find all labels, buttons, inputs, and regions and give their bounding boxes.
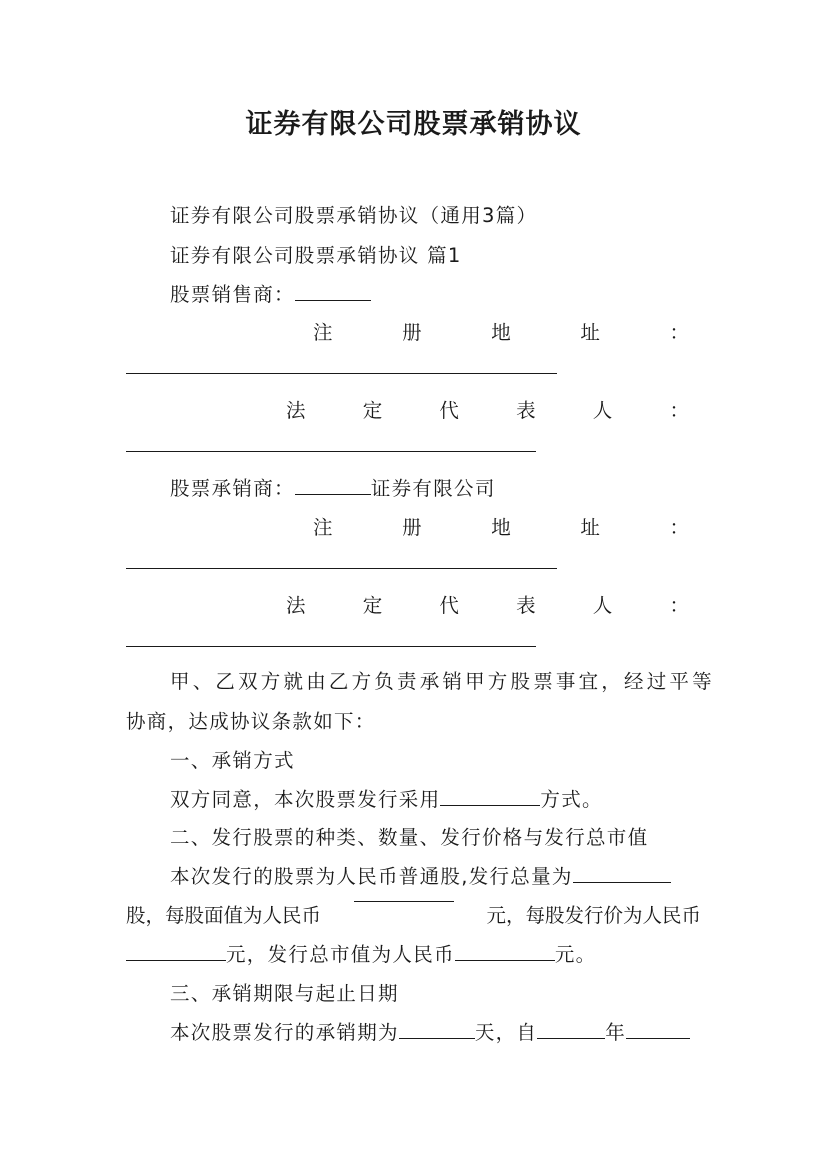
seller-address-blank — [126, 373, 557, 374]
underwriter-blank — [295, 493, 371, 495]
section-3-line-1 — [170, 1017, 690, 1045]
underwriter-suffix: 证券有限公司 — [370, 477, 496, 500]
underwriter-label: 股票承销商： — [170, 477, 295, 500]
legal-rep-char: 人 — [592, 399, 613, 422]
total-value-blank — [455, 959, 555, 961]
section-2-line-3-a: 元，发行总市值为人民币 — [226, 943, 455, 966]
section-3-heading: 三、承销期限与起止日期 — [170, 982, 399, 1005]
section-1-text-a: 双方同意，本次股票发行采用 — [170, 788, 441, 811]
underwriter-legal-rep-blank — [126, 646, 536, 647]
section-2-line-1 — [170, 861, 671, 889]
section-1-heading: 一、承销方式 — [170, 749, 295, 772]
underwriter-address-label — [313, 512, 689, 540]
underwriter-legal-rep-label — [286, 590, 689, 618]
section-2-line-2 — [126, 900, 701, 928]
address-char: 址 — [580, 321, 600, 344]
issue-price-blank — [126, 959, 226, 961]
section-1-text — [170, 784, 603, 812]
part-heading: 证券有限公司股票承销协议 篇1 — [170, 244, 462, 267]
address-char: 注 — [313, 516, 333, 539]
address-char: 注 — [313, 321, 333, 344]
section-3-line-1-b: 天，自 — [474, 1021, 538, 1044]
intro-line-2: 协商，达成协议条款如下： — [126, 710, 376, 733]
seller-blank — [295, 299, 371, 301]
address-char: 册 — [402, 516, 422, 539]
section-2-line-3-b: 元。 — [554, 943, 597, 966]
section-2-line-2-b: 元，每股发行价为人民币 — [486, 904, 701, 927]
address-char: 址 — [580, 516, 600, 539]
legal-rep-char: 法 — [286, 594, 306, 617]
total-shares-blank — [573, 881, 671, 883]
legal-rep-char: 表 — [516, 399, 536, 422]
underwriter-address-blank — [126, 568, 557, 569]
legal-rep-char: 法 — [286, 399, 306, 422]
legal-rep-char: 定 — [362, 399, 383, 422]
period-days-blank — [399, 1037, 475, 1039]
legal-rep-char: 定 — [362, 594, 383, 617]
seller-label: 股票销售商： — [170, 283, 295, 306]
underwriter-line — [170, 473, 496, 501]
start-month-blank — [626, 1037, 690, 1039]
section-2-heading: 二、发行股票的种类、数量、发行价格与发行总市值 — [170, 826, 649, 849]
section-2-line-3 — [126, 939, 596, 967]
start-year-blank — [537, 1037, 605, 1039]
seller-address-label — [313, 317, 689, 345]
legal-rep-char: 人 — [592, 594, 613, 617]
legal-rep-char: 代 — [439, 594, 459, 617]
section-1-text-b: 方式。 — [540, 788, 603, 811]
section-3-line-1-a: 本次股票发行的承销期为 — [170, 1021, 399, 1044]
legal-rep-char: 表 — [516, 594, 536, 617]
address-char: ： — [669, 516, 689, 539]
document-title: 证券有限公司股票承销协议 — [245, 109, 582, 140]
seller-legal-rep-blank — [126, 451, 536, 452]
legal-rep-char: ： — [669, 399, 689, 422]
address-char: 册 — [402, 321, 422, 344]
legal-rep-char: ： — [669, 594, 689, 617]
address-char: 地 — [491, 321, 511, 344]
section-2-line-2-a: 股，每股面值为人民币 — [126, 904, 322, 927]
par-value-blank — [354, 900, 454, 902]
intro-line-1: 甲、乙双方就由乙方负责承销甲方股票事宜，经过平等 — [170, 670, 715, 693]
section-3-line-1-c: 年 — [605, 1021, 627, 1044]
section-2-line-1-text: 本次发行的股票为人民币普通股,发行总量为 — [170, 865, 573, 888]
address-char: 地 — [491, 516, 511, 539]
issue-method-blank — [440, 804, 540, 806]
address-char: ： — [669, 321, 689, 344]
legal-rep-char: 代 — [439, 399, 459, 422]
document-subtitle: 证券有限公司股票承销协议（通用3篇） — [170, 204, 538, 227]
seller-legal-rep-label — [286, 395, 689, 423]
seller-line — [170, 279, 371, 307]
